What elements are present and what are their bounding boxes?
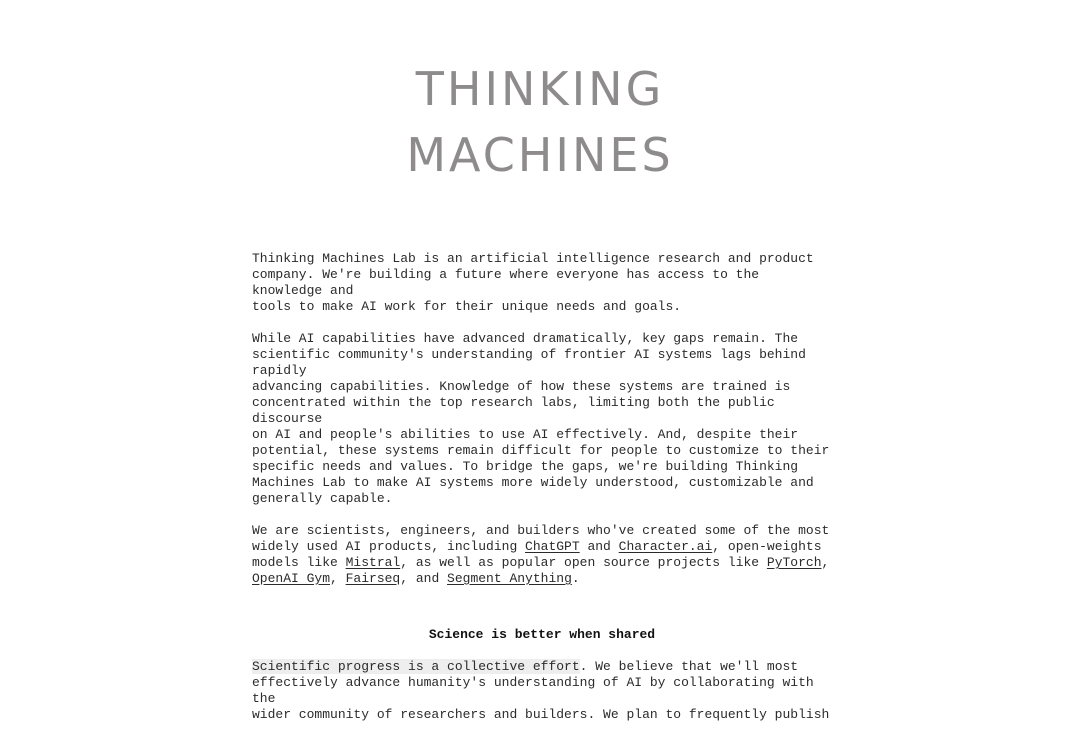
link-fairseq[interactable]: Fairseq <box>345 571 401 586</box>
team-text: , <box>821 555 830 570</box>
team-paragraph <box>252 523 832 587</box>
logo <box>0 56 1080 188</box>
team-text: , and <box>400 571 448 586</box>
link-segment-anything[interactable]: Segment Anything <box>447 571 572 586</box>
team-text: , <box>330 571 346 586</box>
team-text: , open-weights models like <box>252 539 822 570</box>
team-text: . <box>571 571 580 586</box>
link-openai-gym[interactable]: OpenAI Gym <box>252 571 331 586</box>
team-text: and <box>579 539 619 554</box>
link-mistral[interactable]: Mistral <box>345 555 401 570</box>
intro-paragraph: Thinking Machines Lab is an artificial intelligence research and product company. We're building a future where everyone has access to the knowledge and tools to make AI work for their unique needs and goals. <box>252 251 814 314</box>
link-character-ai[interactable]: Character.ai <box>618 539 713 554</box>
team-text: We are scientists, engineers, and builders who've created some of the most widely used AI products, including <box>252 523 830 554</box>
logo-line-machines: MACHINES <box>406 128 674 182</box>
link-chatgpt[interactable]: ChatGPT <box>525 539 580 554</box>
science-paragraph <box>252 659 832 723</box>
link-pytorch[interactable]: PyTorch <box>766 555 822 570</box>
highlighted-text: Scientific progress is a collective effort <box>252 659 580 674</box>
team-text: , as well as popular open source projects like <box>400 555 767 570</box>
logo-line-thinking: THINKING <box>415 62 665 116</box>
main-content <box>252 251 832 739</box>
section-title-science: Science is better when shared <box>428 627 656 642</box>
gaps-paragraph: While AI capabilities have advanced dramatically, key gaps remain. The scientific community's understanding of frontier AI systems lags behind rapidly advancing capabilities. Knowledge of how these systems are trained is concentrated within the top research labs, limiting both the public discourse on AI and people's abilities to use AI effectively. And, despite their potential, these systems remain difficult for people to customize to their specific needs and values. To bridge the gaps, we're building Thinking Machines Lab to make AI systems more widely understood, customizable and generally capable. <box>252 331 830 506</box>
science-text: . We believe that we'll most effectively advance humanity's understanding of AI by collaborating with the wider community of researchers and builders. We plan to frequently publish <box>252 659 830 722</box>
